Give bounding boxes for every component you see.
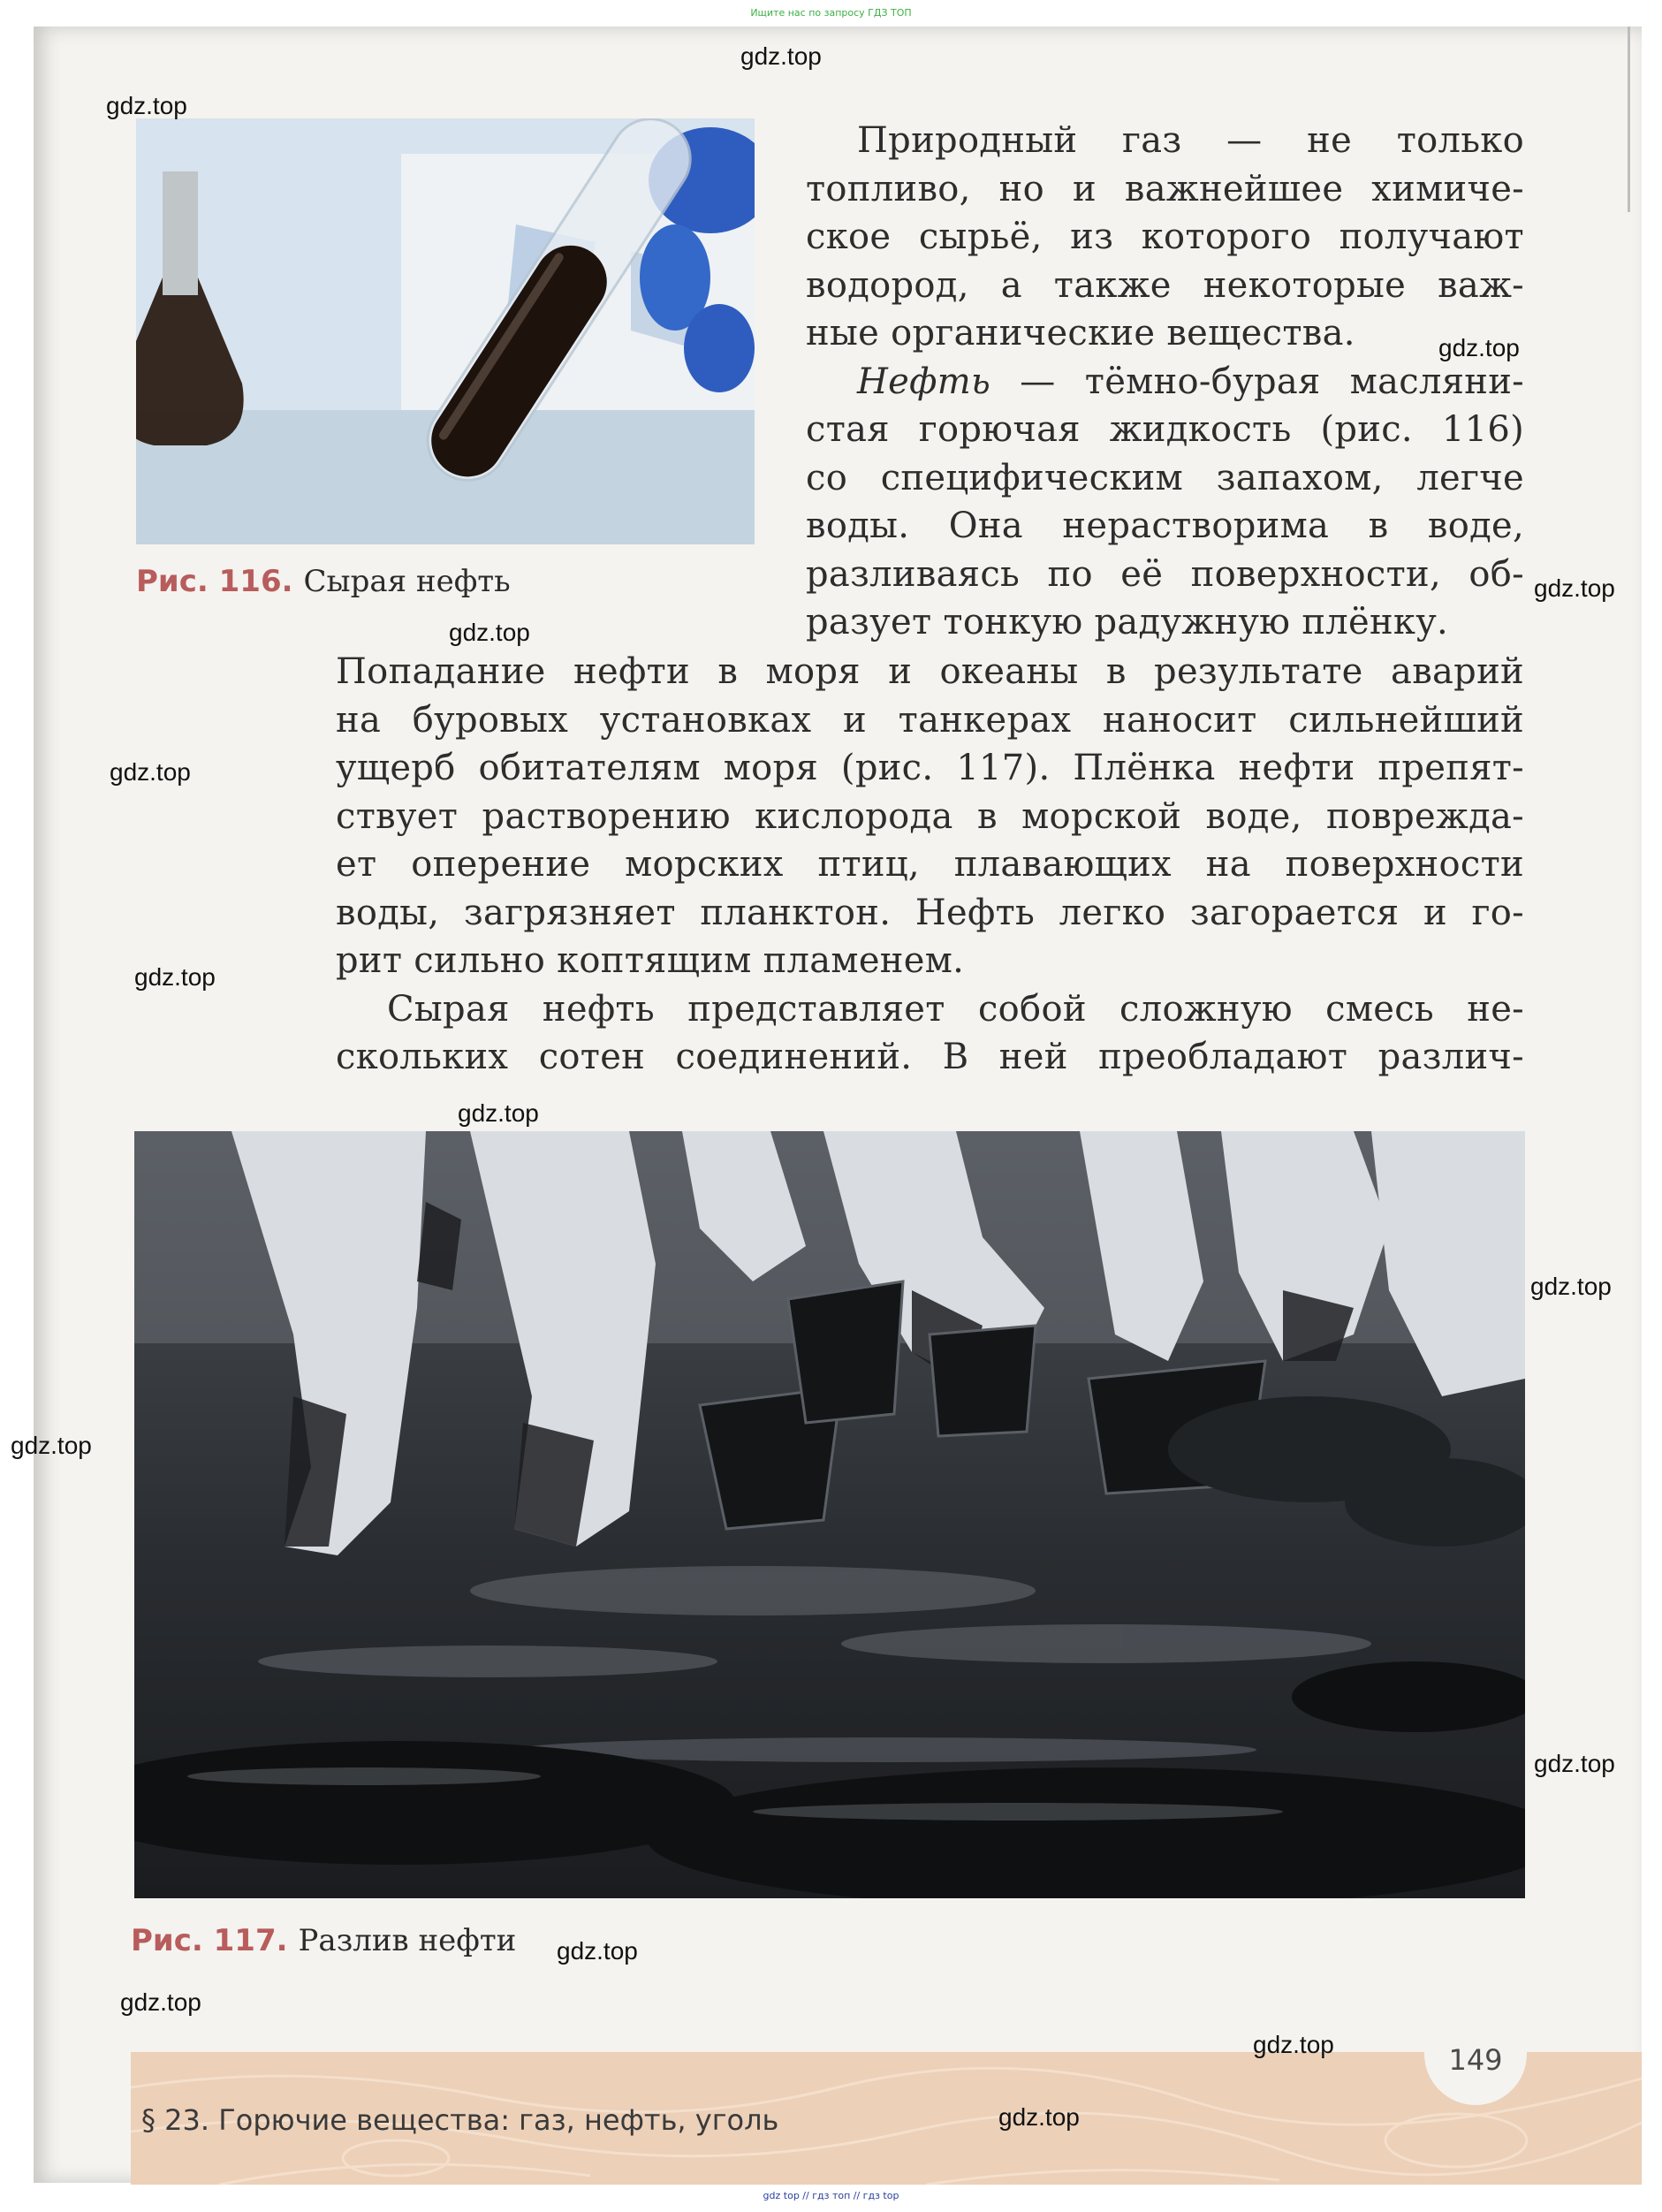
watermark: gdz.top — [1534, 1750, 1615, 1777]
text-line: со специфическим запахом, легче — [806, 457, 1524, 498]
page-edge — [1628, 27, 1630, 212]
watermark: gdz.top — [449, 619, 530, 646]
figure-116-crude-oil-photo — [136, 118, 755, 544]
text-line: стая горючая жидкость (рис. 116) — [806, 409, 1524, 450]
text-line: разливаясь по её поверхности, об- — [806, 553, 1524, 595]
watermark: gdz.top — [106, 92, 187, 119]
watermark: gdz.top — [11, 1432, 92, 1459]
watermark: gdz.top — [998, 2103, 1080, 2131]
paragraph-oil-spill — [336, 648, 1524, 1082]
figure-116-caption-text: Сырая нефть — [303, 564, 511, 599]
top-banner: Ищите нас по запросу ГДЗ ТОП — [750, 7, 912, 19]
watermark: gdz.top — [120, 1988, 201, 2016]
figure-117-caption-text: Разлив нефти — [298, 1923, 517, 1958]
watermark: gdz.top — [1530, 1273, 1612, 1300]
text-line: водород, а также некоторые важ- — [806, 264, 1524, 306]
term-oil: Нефть — [857, 361, 991, 402]
text-line: Сырая нефть представляет собой сложную смесь не- — [387, 988, 1524, 1030]
watermark: gdz.top — [110, 758, 191, 786]
figure-116-number: Рис. 116. — [136, 564, 293, 599]
watermark: gdz.top — [740, 42, 822, 70]
bottom-banner: gdz top // гдз топ // гдз top — [763, 2190, 899, 2201]
text-fragment: — тёмно-бурая масляни- — [990, 361, 1524, 402]
watermark: gdz.top — [1438, 334, 1520, 361]
paragraph-natural-gas — [806, 117, 1524, 647]
text-line: Природный газ — не только — [857, 120, 1524, 161]
text-line: ское сырьё, из которого получают — [806, 217, 1524, 257]
text-line: ные органические вещества. — [806, 313, 1355, 353]
watermark: gdz.top — [458, 1099, 539, 1127]
text-line-oil-definition — [806, 358, 1524, 407]
text-line: на буровых установках и танкерах наносит сильнейший — [336, 699, 1524, 741]
figure-116-caption — [136, 564, 511, 599]
text-line: Попадание нефти в моря и океаны в результате аварий — [336, 651, 1524, 692]
figure-117-number: Рис. 117. — [131, 1923, 288, 1958]
section-title: § 23. Горючие вещества: газ, нефть, уголь — [141, 2103, 779, 2137]
watermark: gdz.top — [134, 963, 216, 991]
text-line: ствует растворению кислорода в морской воде, поврежда- — [336, 795, 1524, 837]
watermark: gdz.top — [557, 1937, 638, 1965]
figure-117-caption — [131, 1923, 516, 1958]
text-line: ущерб обитателям моря (рис. 117). Плёнка нефти препят- — [336, 748, 1524, 788]
watermark: gdz.top — [1534, 574, 1615, 602]
page-number: 149 — [1424, 2033, 1527, 2105]
text-line: топливо, но и важнейшее химиче- — [806, 168, 1524, 209]
text-line: разует тонкую радужную плёнку. — [806, 602, 1449, 642]
watermark: gdz.top — [1253, 2031, 1334, 2058]
text-line: рит сильно коптящим пламенем. — [336, 940, 965, 981]
text-line: воды, загрязняет планктон. Нефть легко загорается и го- — [336, 892, 1524, 933]
text-line: скольких сотен соединений. В ней преобладают различ- — [336, 1037, 1524, 1077]
text-line: воды. Она нерастворима в воде, — [806, 505, 1524, 546]
figure-117-oil-spill-photo — [134, 1131, 1525, 1898]
text-line: ет оперение морских птиц, плавающих на поверхности — [336, 844, 1524, 885]
